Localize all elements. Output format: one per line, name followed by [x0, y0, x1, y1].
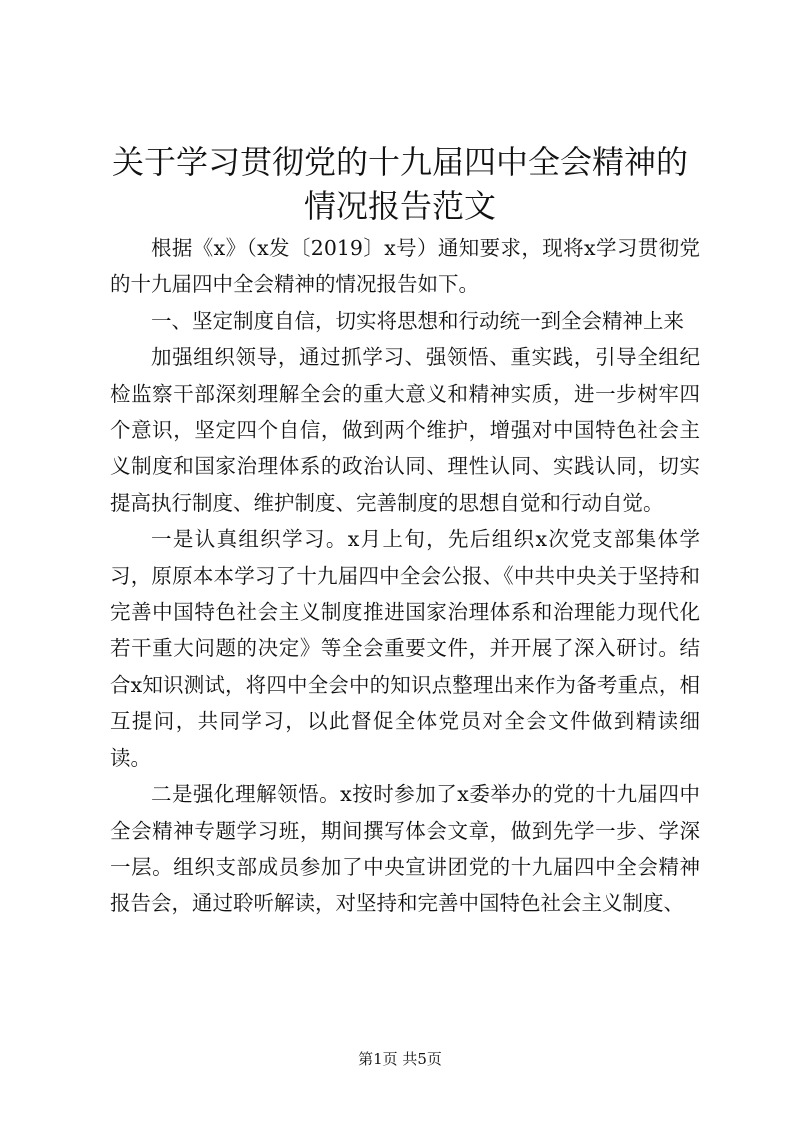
paragraph-intro: 根据《x》（x发〔2019〕x号）通知要求，现将x学习贯彻党的十九届四中全会精神的情况报告如下。	[110, 236, 700, 297]
paragraph-organization: 加强组织领导，通过抓学习、强领悟、重实践，引导全组纪检监察干部深刻理解全会的重大意义和精神实质，进一步树牢四个意识，坚定四个自信，做到两个维护，增强对中国特色社会主义制度和国家治理体系的政治认同、理性认同、实践认同，切实提高执行制度、维护制度、完善制度的思想自觉和行动自觉。	[110, 345, 700, 515]
paragraph-study: 一是认真组织学习。x月上旬，先后组织x次党支部集体学习，原原本本学习了十九届四中全会公报、《中共中央关于坚持和完善中国特色社会主义制度推进国家治理体系和治理能力现代化若干重大问题的决定》等全会重要文件，并开展了深入研讨。结合x知识测试，将四中全会中的知识点整理出来作为备考重点，相互提问，共同学习，以此督促全体党员对全会文件做到精读细读。	[110, 527, 700, 770]
document-title: 关于学习贯彻党的十九届四中全会精神的情况报告范文	[111, 143, 688, 225]
page-number-footer: 第1页 共5页	[358, 1050, 442, 1068]
document-body	[110, 230, 700, 922]
section-heading-1: 一、坚定制度自信，切实将思想和行动统一到全会精神上来	[151, 308, 684, 333]
paragraph-understanding: 二是强化理解领悟。x按时参加了x委举办的党的十九届四中全会精神专题学习班，期间撰写体会文章，做到先学一步、学深一层。组织支部成员参加了中央宣讲团党的十九届四中全会精神报告会，通过聆听解读，对坚持和完善中国特色社会主义制度、	[110, 782, 700, 916]
